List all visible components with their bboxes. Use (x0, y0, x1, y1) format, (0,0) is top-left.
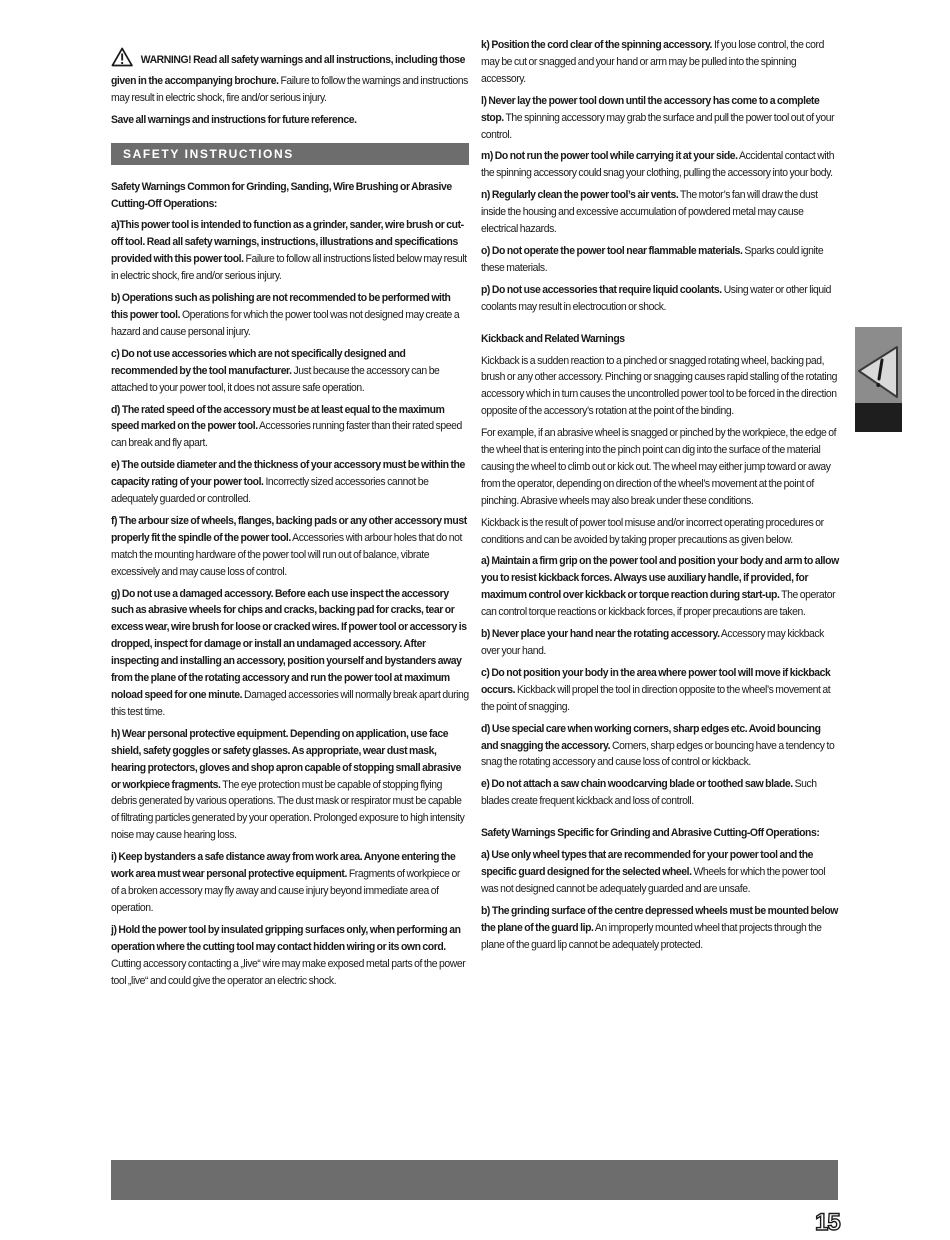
warning-text: Failure to follow the warnings and instructions may result in electric shock, fire and/or serious injury. (111, 74, 468, 104)
item-bold: b) The grinding surface of the centre depressed wheels must be mounted below the plane of the guard lip. (481, 904, 838, 934)
item-text: Such blades create frequent kickback and loss of controll. (481, 778, 817, 808)
item-bold: j) Hold the power tool by insulated gripping surfaces only, when performing an operation where the cutting tool may contact hidden wiring or its own cord. (111, 923, 461, 953)
kickback-paragraph: Kickback is the result of power tool misuse and/or incorrect operating procedures or conditions and can be avoided by taking proper precautions as given below. (481, 516, 824, 546)
item-bold: o) Do not operate the power tool near flammable materials. (481, 244, 743, 257)
item-bold: c) Do not use accessories which are not specifically designed and recommended by the tool manufacturer. (111, 347, 406, 377)
safety-item (481, 847, 839, 898)
item-bold: i) Keep bystanders a safe distance away from work area. Anyone entering the work area must wear personal protective equipment. (111, 851, 456, 881)
safety-item (111, 290, 469, 341)
side-tab-light (855, 327, 902, 403)
section-subheading: Safety Warnings Common for Grinding, Sanding, Wire Brushing or Abrasive Cutting-Off Operations: (111, 180, 452, 210)
item-text: Sparks could ignite these materials. (481, 244, 824, 274)
spacer (481, 321, 839, 331)
item-bold: b) Operations such as polishing are not recommended to be performed with this power tool. (111, 292, 451, 321)
item-text: Incorrectly sized accessories cannot be adequately guarded or controlled. (111, 476, 429, 506)
item-text: Just because the accessory can be attached to your power tool, it does not assure safe operation. (111, 364, 440, 394)
left-items (111, 217, 469, 989)
item-bold: f) The arbour size of wheels, flanges, backing pads or any other accessory must properly fit the spindle of the power tool. (111, 514, 467, 544)
item-text: Accessory may kickback over your hand. (481, 628, 824, 657)
warning-paragraph (111, 47, 469, 107)
item-text: Fragments of workpiece or of a broken accessory may fly away and cause injury beyond immediate area of operation. (111, 868, 460, 914)
kickback-heading: Kickback and Related Warnings (481, 332, 625, 345)
page-number: 15 (815, 1209, 840, 1236)
right-column (481, 37, 839, 959)
safety-item (481, 93, 839, 144)
exclamation-icon (855, 390, 902, 407)
item-bold: p) Do not use accessories that require liquid coolants. (481, 283, 722, 296)
safety-item (111, 457, 469, 508)
kickback-paragraph: Kickback is a sudden reaction to a pinched or snagged rotating wheel, backing pad, brush or any other accessory. Pinching or snagging causes rapid stalling of the rotating accessory which in turn causes the uncontrolled power tool to be forced in the direction opposite of the accessory’s rotation at the point of the binding. (481, 354, 837, 418)
warning-bold: WARNING! Read all safety warnings and all instructions, including those given in the accompanying brochure. (111, 54, 466, 87)
safety-item (111, 402, 469, 453)
item-bold: a) Use only wheel types that are recommended for your power tool and the specific guard designed for the selected wheel. (481, 849, 814, 878)
item-text: The motor’s fan will draw the dust inside the housing and excessive accumulation of powdered metal may cause electrical hazards. (481, 189, 818, 236)
item-text: Kickback will propel the tool in direction opposite to the wheel’s movement at the point of snagging. (481, 683, 831, 713)
safety-item (111, 217, 469, 285)
item-text: Using water or other liquid coolants may result in electrocution or shock. (481, 283, 832, 313)
safety-item (111, 922, 469, 990)
item-bold: l) Never lay the power tool down until the accessory has come to a complete stop. (481, 94, 820, 124)
item-bold: e) The outside diameter and the thickness of your accessory must be within the capacity rating of your power tool. (111, 459, 465, 489)
item-bold: h) Wear personal protective equipment. Depending on application, use face shield, safety goggles or safety glasses. As appropriate, wear dust mask, hearing protectors, gloves and shop apron capable of stopping small abrasive or workpiece fragments. (111, 727, 461, 791)
safety-item (111, 513, 469, 581)
item-bold: n) Regularly clean the power tool’s air vents. (481, 189, 679, 202)
item-bold: b) Never place your hand near the rotating accessory. (481, 628, 720, 641)
warning-triangle-icon (111, 47, 133, 73)
save-instructions: Save all warnings and instructions for future reference. (111, 113, 357, 126)
footer-bar (111, 1160, 838, 1200)
safety-item (481, 148, 839, 182)
item-text: Operations for which the power tool was not designed may create a hazard and cause personal injury. (111, 308, 460, 338)
item-text: Wheels for which the power tool was not designed cannot be adequately guarded and are unsafe. (481, 865, 826, 895)
left-column (111, 37, 469, 994)
item-bold: k) Position the cord clear of the spinning accessory. (481, 39, 713, 51)
safety-item (481, 187, 839, 238)
safety-item (481, 903, 839, 954)
safety-item (111, 726, 469, 844)
item-bold: d) The rated speed of the accessory must be at least equal to the maximum speed marked on the power tool. (111, 403, 445, 433)
section-banner: SAFETY INSTRUCTIONS (111, 143, 469, 165)
item-bold: a) Maintain a firm grip on the power tool and position your body and arm to allow you to resist kickback forces. Always use auxiliary handle, if provided, for maximum control over kickback or torque reaction during start-up. (481, 555, 839, 602)
safety-item (481, 282, 839, 316)
item-text: The eye protection must be capable of stopping flying debris generated by various operations. The dust mask or respirator must be capable of filtrating particles generated by your operation. Prolonged exposure to high intensity noise may cause hearing loss. (111, 778, 465, 842)
item-bold: c) Do not position your body in the area where power tool will move if kickback occurs. (481, 666, 831, 696)
safety-item (481, 37, 839, 88)
item-text: If you lose control, the cord may be cut or snagged and your hand or arm may be pulled into the spinning accessory. (481, 39, 824, 85)
kickback-paragraph: For example, if an abrasive wheel is snagged or pinched by the workpiece, the edge of the wheel that is entering into the pinch point can dig into the surface of the material causing the wheel to climb out or kick out. The wheel may either jump toward or away from the operator, depending on direction of the wheel’s movement at the point of pinching. Abrasive wheels may also break under these conditions. (481, 427, 837, 507)
spacer (481, 815, 839, 825)
item-text: Damaged accessories will normally break apart during this test time. (111, 689, 469, 718)
grinding-heading: Safety Warnings Specific for Grinding and Abrasive Cutting-Off Operations: (481, 827, 820, 840)
item-text: Accessories running faster than their rated speed can break and fly apart. (111, 420, 462, 450)
safety-item (481, 776, 839, 810)
item-bold: d) Use special care when working corners, sharp edges etc. Avoid bouncing and snagging the accessory. (481, 722, 821, 752)
item-text: Corners, sharp edges or bouncing have a tendency to snag the rotating accessory and cause loss of control or kickback. (481, 739, 835, 769)
item-text: Accessories with arbour holes that do not match the mounting hardware of the power tool will run out of balance, vibrate excessively and may cause loss of control. (111, 531, 462, 578)
safety-item (111, 849, 469, 917)
item-bold: m) Do not run the power tool while carrying it at your side. (481, 150, 738, 163)
item-text: The operator can control torque reactions or kickback forces, if proper precautions are taken. (481, 589, 836, 619)
safety-item (481, 721, 839, 772)
right-items (481, 37, 839, 316)
item-bold: e) Do not attach a saw chain woodcarving blade or toothed saw blade. (481, 778, 793, 791)
section-side-tab (855, 327, 902, 432)
item-bold: a)This power tool is intended to function as a grinder, sander, wire brush or cut-off tool. Read all safety warnings, instructions, illustrations and specifications provided with this power tool. (111, 219, 464, 266)
item-text: An improperly mounted wheel that projects through the plane of the guard lip cannot be adequately protected. (481, 921, 822, 951)
safety-item (481, 243, 839, 277)
item-text: Accidental contact with the spinning accessory could snag your clothing, pulling the accessory into your body. (481, 150, 835, 180)
grinding-items (481, 847, 839, 953)
item-bold: g) Do not use a damaged accessory. Before each use inspect the accessory such as abrasive wheels for chips and cracks, backing pad for cracks, tear or excess wear, wire brush for loose or cracked wires. If power tool or accessory is dropped, inspect for damage or install an undamaged accessory. After inspecting and installing an accessory, position yourself and bystanders away from the plane of the rotating accessory and run the power tool at maximum noload speed for one minute. (111, 587, 467, 701)
safety-item (481, 665, 839, 716)
item-text: Failure to follow all instructions listed below may result in electric shock, fire and/or serious injury. (111, 253, 467, 283)
safety-item (481, 626, 839, 660)
item-text: Cutting accessory contacting a „live“ wire may make exposed metal parts of the power tool „live“ and could give the operator an electric shock. (111, 957, 466, 987)
item-text: The spinning accessory may grab the surface and pull the power tool out of your control. (481, 111, 835, 141)
kickback-items (481, 553, 839, 810)
safety-item (111, 346, 469, 397)
safety-item (111, 586, 469, 721)
safety-item (481, 553, 839, 621)
